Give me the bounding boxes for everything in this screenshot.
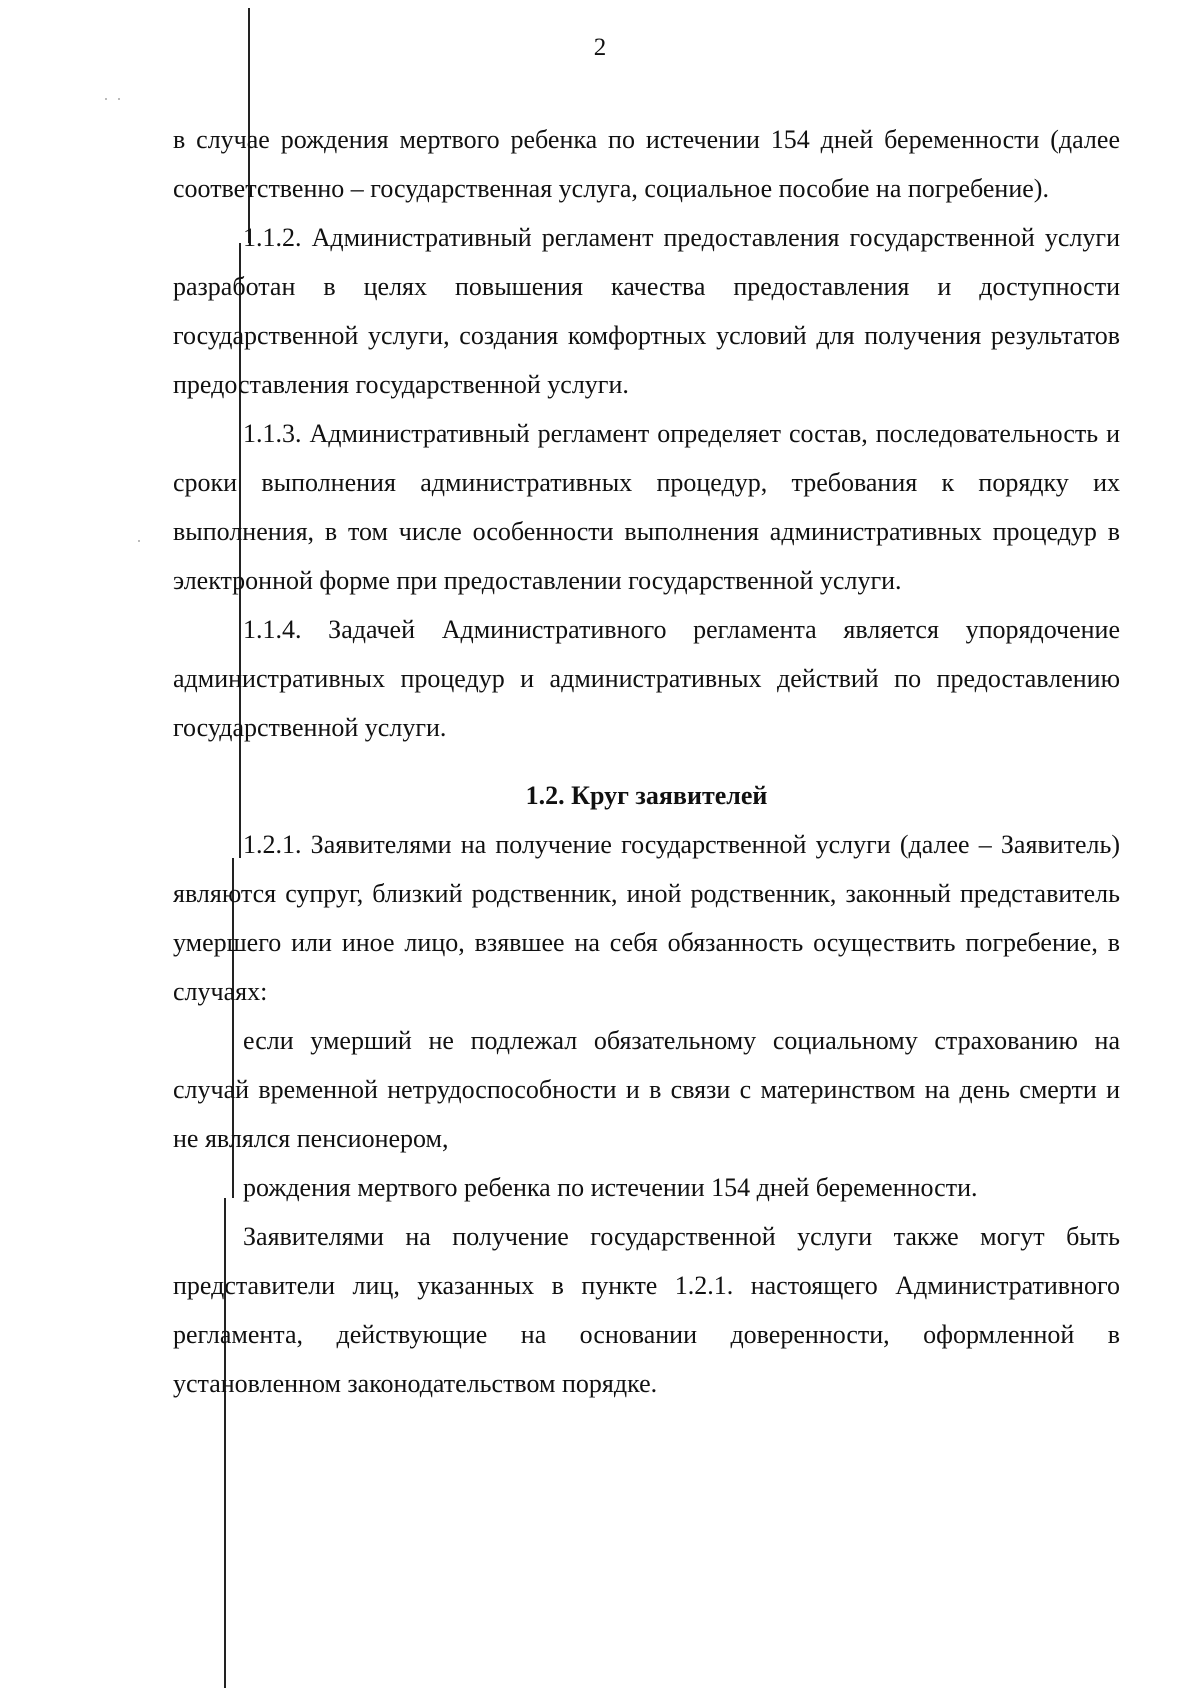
paragraph-1-1-3: 1.1.3. Административный регламент определяет состав, последовательность и сроки выполнения административных процедур, требования к порядку их выполнения, в том числе особенности выполнения административных процедур в электронной форме при предоставлении государственной услуги. [173, 419, 1120, 595]
scan-speck [118, 98, 120, 100]
section-heading: 1.2. Круг заявителей [525, 781, 768, 810]
paragraph-1-1-4: 1.1.4. Задачей Административного регламента является упорядочение административных процедур и административных действий по предоставлению государственной услуги. [173, 615, 1120, 742]
document-body [173, 115, 1120, 1408]
paragraph-representatives: Заявителями на получение государственной услуги также могут быть представители лиц, указанных в пункте 1.2.1. настоящего Административного регламента, действующие на основании доверенности, оформленной в установленном законодательством порядке. [173, 1222, 1120, 1398]
paragraph-case-uninsured: если умерший не подлежал обязательному социальному страхованию на случай временной нетрудоспособности и в связи с материнством на день смерти и не являлся пенсионером, [173, 1026, 1120, 1153]
scan-speck [105, 98, 107, 100]
page-number: 2 [593, 34, 607, 61]
paragraph-case-stillbirth: рождения мертвого ребенка по истечении 154 дней беременности. [243, 1173, 978, 1202]
paragraph-1-1-2: 1.1.2. Административный регламент предоставления государственной услуги разработан в целях повышения качества предоставления и доступности государственной услуги, создания комфортных условий для получения результатов предоставления государственной услуги. [173, 223, 1120, 399]
scan-speck [138, 540, 140, 542]
paragraph-1-2-1: 1.2.1. Заявителями на получение государственной услуги (далее – Заявитель) являются супруг, близкий родственник, иной родственник, законный представитель умершего или иное лицо, взявшее на себя обязанность осуществить погребение, в случаях: [173, 830, 1120, 1006]
paragraph-continuation: в случае рождения мертвого ребенка по истечении 154 дней беременности (далее соответственно – государственная услуга, социальное пособие на погребение). [173, 125, 1120, 203]
